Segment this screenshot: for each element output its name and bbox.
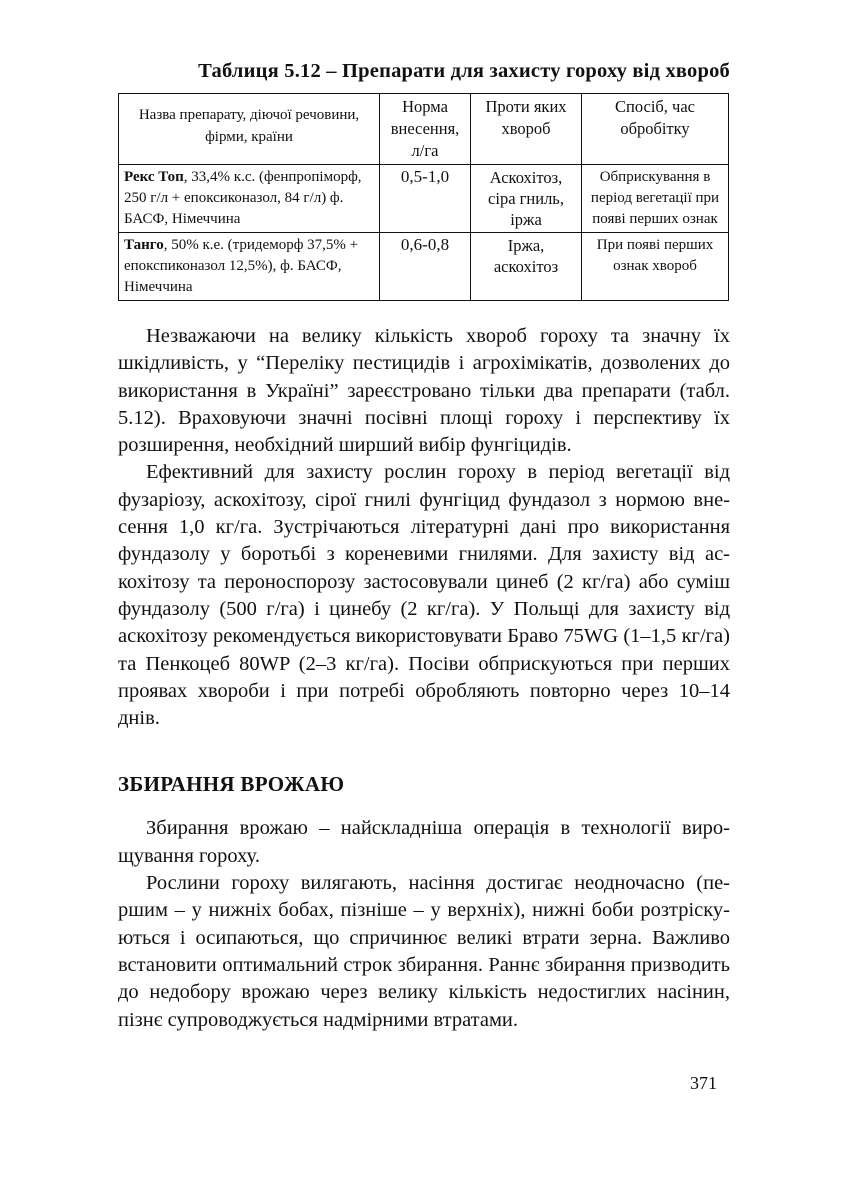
document-page	[118, 60, 730, 1034]
page-number: 371	[690, 1073, 717, 1093]
product-details: , 50% к.е. (тридеморф 37,5% + епокспиконазол 12,5%), ф. БАСФ, Німеччина	[124, 237, 359, 295]
section-heading: ЗБИРАННЯ ВРОЖАЮ	[118, 772, 345, 797]
cell-name	[119, 233, 380, 301]
paragraph: Рослини гороху вилягають, насіння достигає неодночасно (першим – у нижніх бобах, пізніше – у верхніх), нижні боби розтріскуються і осипаються, що спричинює великі втрати зерна. Важливо встановити оптимальний строк збирання. Раннє збирання призводить до недобору врожаю через велику кількість недостиглих насінин, пізнє супроводжується надмірними втратами.	[118, 872, 730, 1031]
cell-method: При появі перших ознак хвороб	[582, 233, 729, 301]
body-text-2	[118, 815, 730, 1033]
paragraph: Ефективний для захисту рослин гороху в період вегетації від фузаріозу, аскохітозу, сірої гнилі фунгіцид фундазол з нормою внесення 1,0 кг/га. Зустрічаються літературні дані про використання фундазолу у боротьбі з кореневими гнилями. Для захисту від аскохітозу та пероноспорозу застосовували цинеб (2 кг/га) або суміш фундазолу (500 г/га) і цинебу (2 кг/га). У Польщі для захисту від аскохітозу рекомендується використовувати Браво 75WG (1–1,5 кг/га) та Пенкоцеб 80WP (2–3 кг/га). Посіви обприскуються при перших проявах хвороби і при потребі обробляють повторно через 10–14 днів.	[118, 461, 730, 730]
cell-diseases: Іржа, аскохітоз	[471, 233, 582, 301]
cell-rate: 0,5-1,0	[380, 165, 471, 233]
header-method: Спосіб, час обробітку	[582, 94, 729, 165]
product-name: Рекс Топ	[124, 169, 184, 185]
header-rate: Норма внесення, л/га	[380, 94, 471, 165]
preparations-table	[118, 93, 729, 301]
body-text-1	[118, 323, 730, 732]
header-diseases: Проти яких хвороб	[471, 94, 582, 165]
table-row	[119, 233, 729, 301]
cell-rate: 0,6-0,8	[380, 233, 471, 301]
table-header-row	[119, 94, 729, 165]
cell-name	[119, 165, 380, 233]
paragraph: Незважаючи на велику кількість хвороб гороху та значну їх шкідливість, у “Переліку пестицидів і агрохімікатів, дозволених до використання в Україні” зареєстровано тільки два препарати (табл. 5.12). Враховуючи значні посівні площі гороху і перспективу їх розширення, необхідний ширший вибір фунгіцидів.	[118, 325, 730, 457]
cell-method: Обприскування в період вегетації при появі перших ознак	[582, 165, 729, 233]
cell-diseases: Аскохітоз, сіра гниль, іржа	[471, 165, 582, 233]
paragraph: Збирання врожаю – найскладніша операція в технології вирощування гороху.	[118, 817, 730, 867]
header-name: Назва препарату, діючої речовини, фірми, країни	[119, 94, 380, 165]
table-row	[119, 165, 729, 233]
table-caption: Таблиця 5.12 – Препарати для захисту гороху від хвороб	[198, 60, 730, 82]
product-name: Танго	[124, 237, 164, 253]
product-details: , 33,4% к.с. (фенпропіморф, 250 г/л + епоксиконазол, 84 г/л) ф. БАСФ, Німеччина	[124, 169, 362, 227]
